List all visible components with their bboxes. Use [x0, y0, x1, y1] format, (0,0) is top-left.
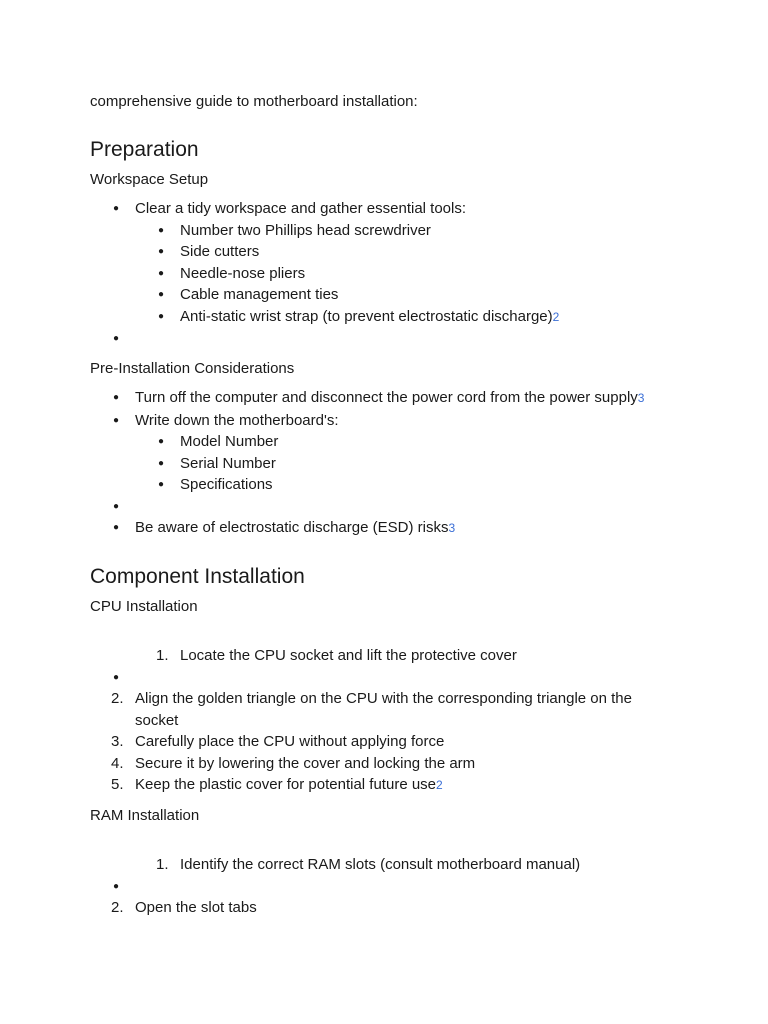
subheading-ram-installation: RAM Installation [90, 806, 200, 824]
preinstall-list [90, 387, 678, 540]
list-item [90, 645, 678, 667]
bullet [113, 496, 119, 518]
list-item-text: Needle-nose pliers [180, 264, 306, 282]
list-item [90, 410, 678, 432]
bullet [113, 876, 119, 898]
list-item [90, 517, 678, 540]
bullet [113, 198, 119, 220]
list-item [90, 263, 678, 285]
bullet [158, 453, 164, 475]
list-item [90, 688, 678, 731]
empty-list-item [90, 876, 678, 898]
list-item-text: Anti-static wrist strap (to prevent electrostatic discharge) [180, 307, 553, 325]
bullet [113, 517, 119, 539]
empty-list-item [90, 328, 678, 350]
step-number: 5. [111, 776, 124, 793]
list-item [90, 774, 678, 797]
bullet [113, 410, 119, 432]
list-item-text: Be aware of electrostatic discharge (ESD) risks [135, 519, 449, 536]
list-item-text: Specifications [180, 476, 273, 493]
cpu-steps-list [90, 645, 678, 797]
bullet [158, 306, 164, 328]
list-item [90, 220, 678, 242]
list-item-text: Cable management ties [180, 286, 339, 303]
list-item-text: Secure it by lowering the cover and locking the arm [135, 754, 476, 772]
list-item-text: Carefully place the CPU without applying force [135, 733, 445, 750]
list-item [90, 474, 678, 496]
intro-text: comprehensive guide to motherboard installation: [90, 93, 418, 110]
list-item [90, 241, 678, 263]
list-item [90, 284, 678, 306]
step-number: 3. [111, 733, 124, 750]
list-item-text: Number two Phillips head screwdriver [180, 221, 431, 239]
subheading-cpu-installation: CPU Installation [90, 597, 198, 615]
list-item-text: Open the slot tabs [135, 899, 257, 916]
empty-list-item [90, 667, 678, 689]
bullet [158, 284, 164, 306]
bullet [158, 431, 164, 453]
list-item-text: Keep the plastic cover for potential future use [135, 776, 437, 793]
list-item-text: Locate the CPU socket and lift the protective cover [180, 647, 517, 664]
list-item-text: Align the golden triangle on the CPU with the corresponding triangle on the socket [135, 690, 632, 729]
bullet [158, 220, 164, 242]
step-number: 4. [111, 754, 124, 772]
list-item-text: Identify the correct RAM slots (consult motherboard manual) [180, 856, 581, 873]
list-item-text: Serial Number [180, 454, 276, 472]
list-item [90, 431, 678, 453]
empty-list-item [90, 496, 678, 518]
step-number: 1. [156, 856, 169, 873]
list-item [90, 731, 678, 753]
footnote-link[interactable]: 2 [552, 309, 560, 324]
bullet [113, 328, 119, 350]
list-item [90, 897, 678, 919]
bullet [158, 474, 164, 496]
bullet [113, 387, 119, 409]
heading-preparation: Preparation [90, 137, 199, 161]
list-item-text: Clear a tidy workspace and gather essential tools: [135, 200, 467, 217]
list-item [90, 198, 678, 220]
list-item [90, 306, 678, 329]
list-item [90, 753, 678, 775]
footnote-link[interactable]: 3 [448, 521, 456, 535]
heading-component-installation: Component Installation [90, 564, 305, 588]
list-item [90, 453, 678, 475]
ram-steps-list [90, 854, 678, 919]
step-number: 2. [111, 899, 124, 916]
step-number: 2. [111, 690, 124, 707]
list-item-text: Side cutters [180, 243, 260, 260]
bullet [158, 241, 164, 263]
footnote-link[interactable]: 2 [436, 778, 443, 792]
list-item [90, 387, 678, 410]
list-item [90, 854, 678, 876]
workspace-list [90, 198, 678, 350]
step-number: 1. [156, 647, 169, 664]
subheading-workspace-setup: Workspace Setup [90, 170, 209, 188]
list-item-text: Write down the motherboard's: [135, 411, 339, 429]
footnote-link[interactable]: 3 [637, 391, 645, 405]
list-item-text: Turn off the computer and disconnect the power cord from the power supply [135, 389, 638, 406]
list-item-text: Model Number [180, 433, 279, 450]
bullet [113, 667, 119, 689]
subheading-pre-installation: Pre-Installation Considerations [90, 359, 295, 377]
bullet [158, 263, 164, 285]
